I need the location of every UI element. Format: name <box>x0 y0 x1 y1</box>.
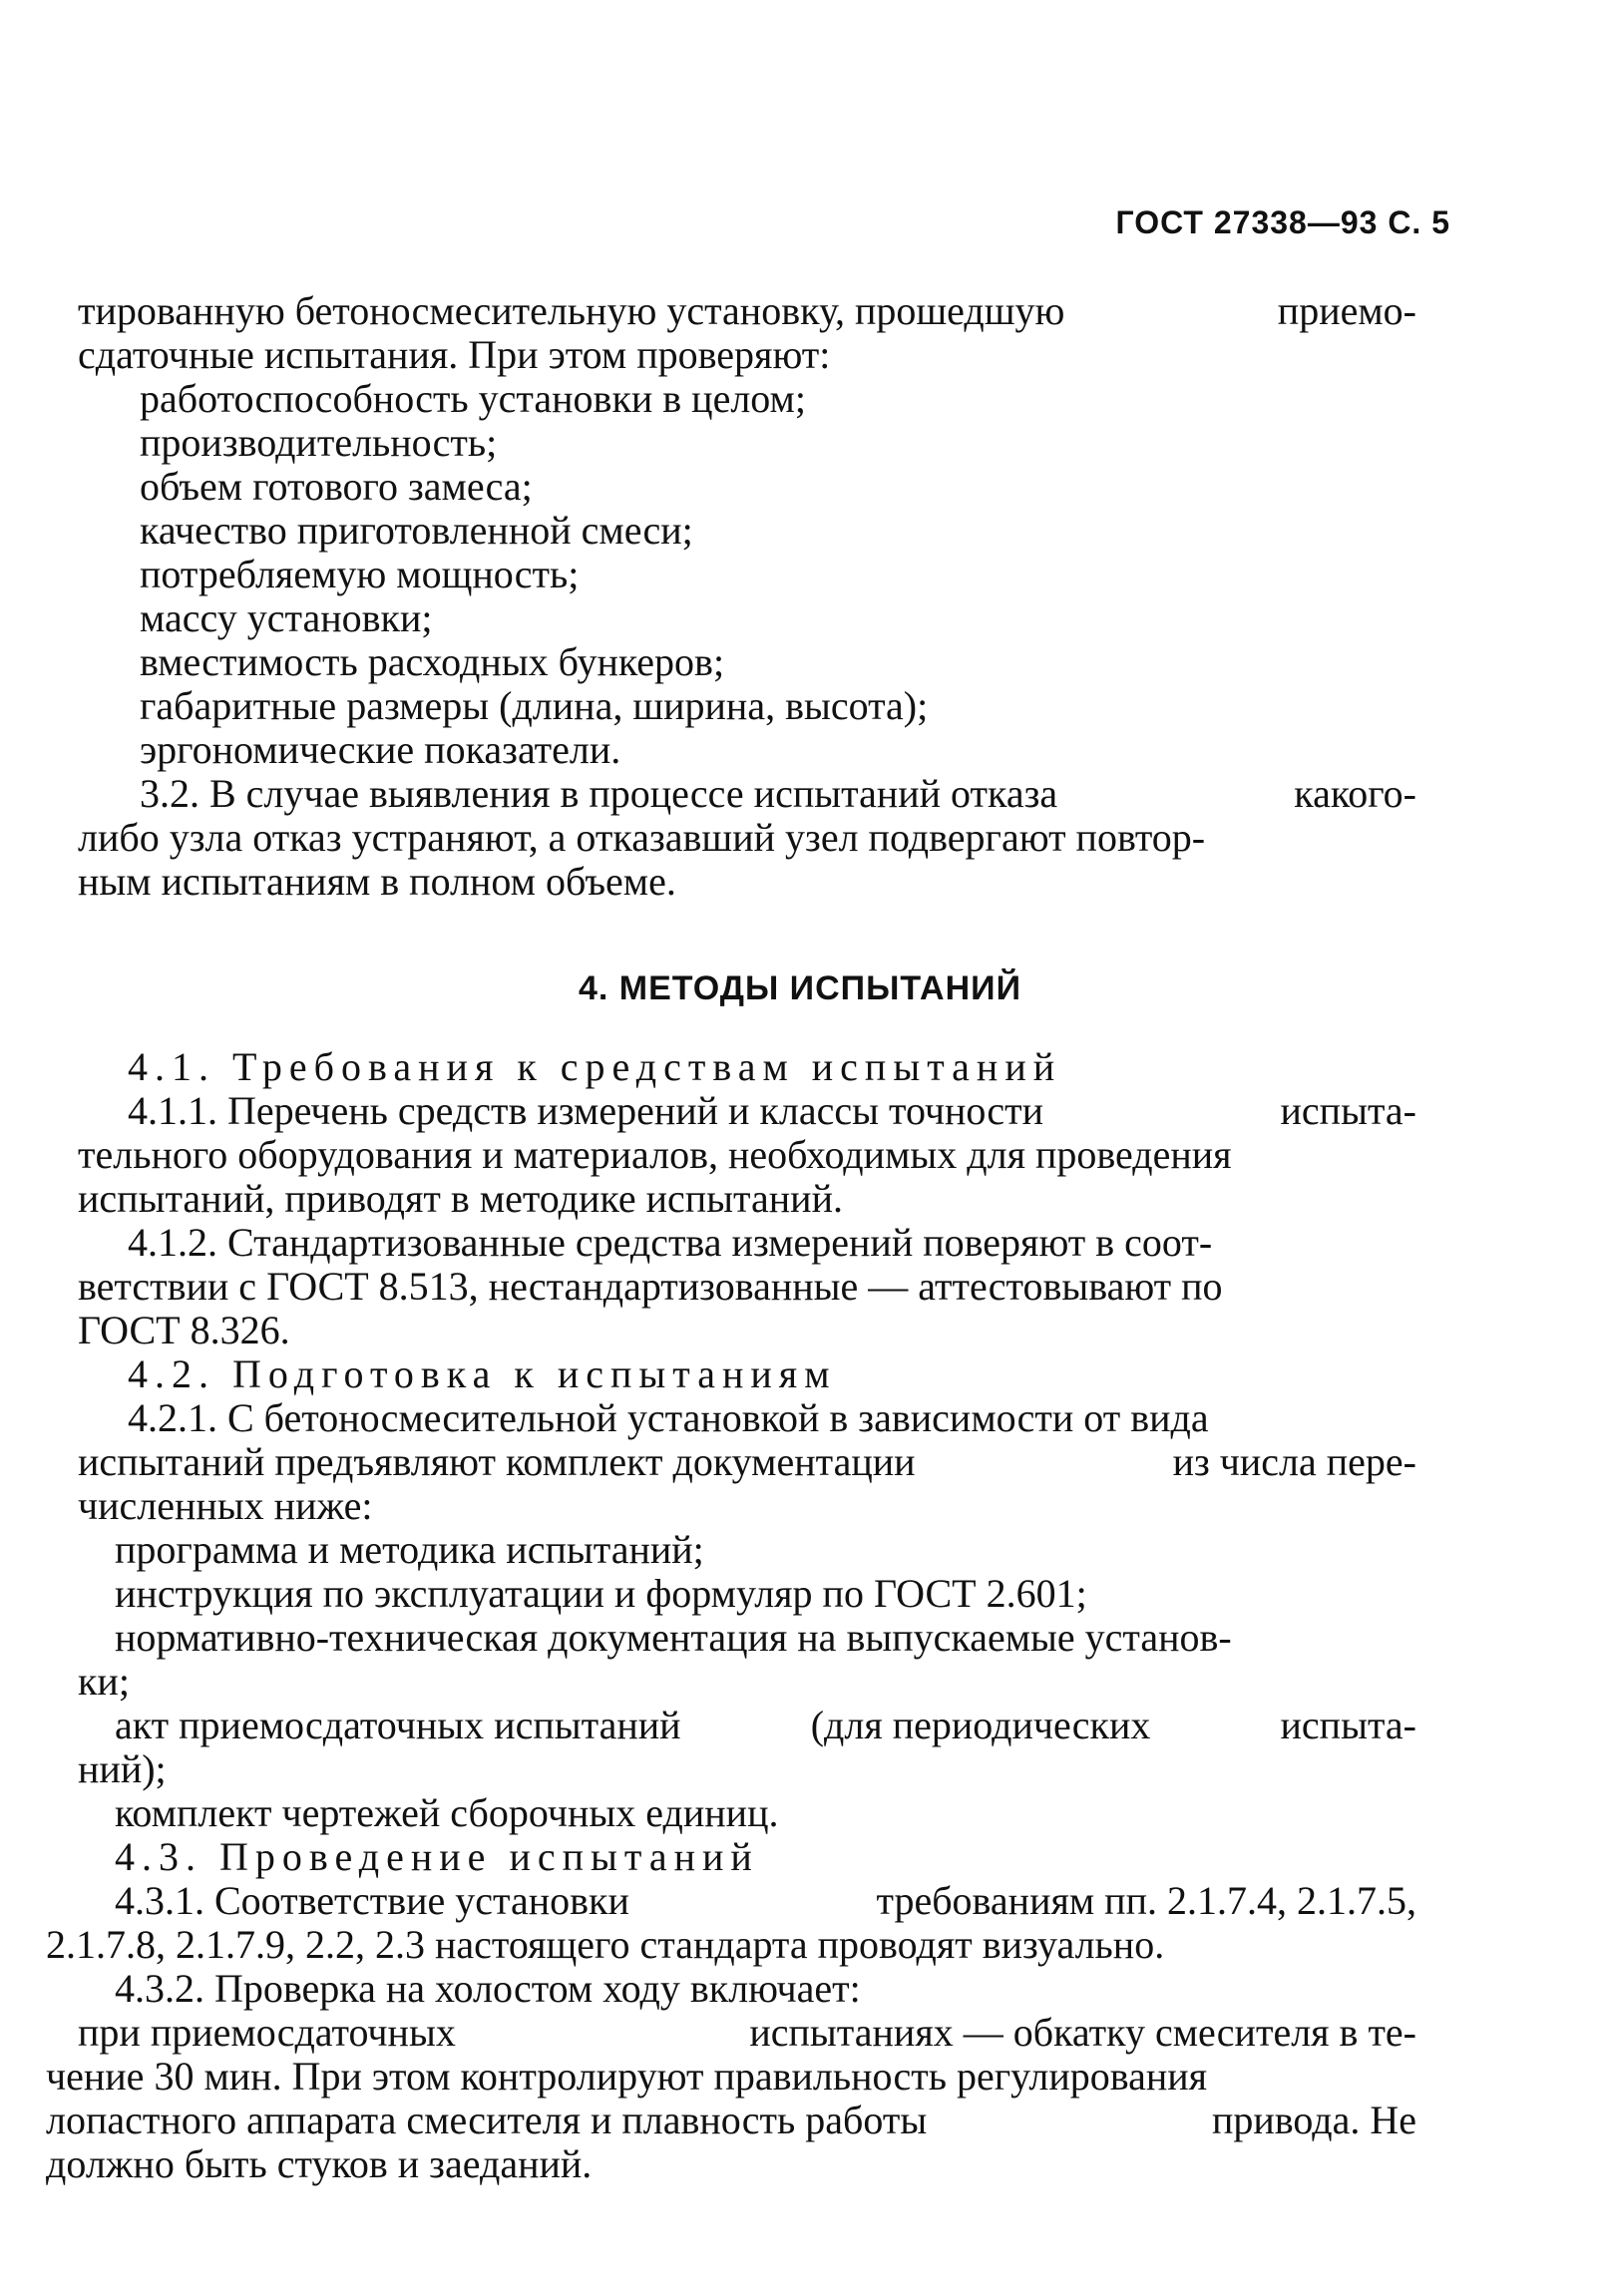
text-line: ветствии с ГОСТ 8.513, нестандартизованные — аттестовывают по <box>78 1264 1223 1309</box>
text-line: испытаний, приводят в методике испытаний. <box>78 1176 843 1221</box>
text-fragment: (для периодических <box>810 1703 1151 1747</box>
text-line: ным испытаниям в полном объеме. <box>78 859 676 904</box>
page-header: ГОСТ 27338—93 С. 5 <box>1115 204 1450 240</box>
list-item: потребляемую мощность; <box>140 552 580 596</box>
text-line <box>78 1440 1416 1484</box>
text-line: ГОСТ 8.326. <box>78 1308 290 1352</box>
text-line: 4.2.1. С бетоносмесительной установкой в зависимости от вида <box>128 1395 1209 1440</box>
list-item: производительность; <box>140 420 498 465</box>
text-line: чение 30 мин. При этом контролируют правильность регулирования <box>46 2054 1208 2099</box>
list-item: качество приготовленной смеси; <box>140 508 693 553</box>
text-fragment: испыта- <box>1280 1088 1416 1133</box>
text-fragment: приемо- <box>1277 288 1416 333</box>
text-fragment: 4.1.1. Перечень средств измерений и классы точности <box>128 1088 1044 1133</box>
list-item: массу установки; <box>140 595 433 640</box>
text-line <box>128 1089 1416 1133</box>
text-line <box>140 772 1416 816</box>
text-fragment: испытаниях — обкатку смесителя в те- <box>749 2010 1416 2055</box>
text-line: 4.3.2. Проверка на холостом ходу включает: <box>115 1966 861 2011</box>
list-item <box>115 1704 1416 1747</box>
list-item: работоспособность установки в целом; <box>140 376 806 421</box>
text-line: должно быть стуков и заеданий. <box>46 2141 593 2186</box>
text-fragment: испыта- <box>1280 1703 1416 1747</box>
text-line: либо узла отказ устраняют, а отказавший узел подвергают повтор- <box>78 815 1206 860</box>
list-item: нормативно-техническая документация на выпускаемые установ- <box>115 1615 1232 1660</box>
subsection-title: 4.1. Требования к средствам испытаний <box>128 1044 1062 1089</box>
list-item: габаритные размеры (длина, ширина, высота); <box>140 683 929 728</box>
text-fragment: требованиям пп. 2.1.7.4, 2.1.7.5, <box>876 1878 1416 1923</box>
section-title: 4. МЕТОДЫ ИСПЫТАНИЙ <box>579 969 1021 1007</box>
text-fragment: 3.2. В случае выявления в процессе испытаний отказа <box>140 771 1058 816</box>
text-fragment: привода. Не <box>1211 2098 1416 2142</box>
text-line: сдаточные испытания. При этом проверяют: <box>78 332 831 377</box>
text-line: ки; <box>78 1659 130 1704</box>
list-item: инструкция по эксплуатации и формуляр по ГОСТ 2.601; <box>115 1571 1087 1616</box>
list-item: объем готового замеса; <box>140 464 533 509</box>
list-item: комплект чертежей сборочных единиц. <box>115 1790 779 1835</box>
subsection-title: 4.3. Проведение испытаний <box>115 1834 759 1879</box>
text-line: 4.1.2. Стандартизованные средства измерений поверяют в соот- <box>128 1220 1213 1265</box>
text-fragment: из числа пере- <box>1172 1439 1416 1484</box>
subsection-title: 4.2. Подготовка к испытаниям <box>128 1351 837 1396</box>
text-fragment: акт приемосдаточных испытаний <box>115 1703 681 1747</box>
text-fragment: тированную бетоносмесительную установку, прошедшую <box>78 288 1065 333</box>
text-fragment: лопастного аппарата смесителя и плавность работы <box>46 2098 928 2142</box>
text-line <box>46 2099 1416 2142</box>
text-line <box>78 289 1416 333</box>
text-line: тельного оборудования и материалов, необходимых для проведения <box>78 1132 1232 1177</box>
text-line: 2.1.7.8, 2.1.7.9, 2.2, 2.3 настоящего стандарта проводят визуально. <box>46 1922 1165 1967</box>
list-item: вместимость расходных бункеров; <box>140 639 725 684</box>
text-line <box>115 1879 1416 1923</box>
list-item: программа и методика испытаний; <box>115 1527 704 1572</box>
text-fragment: испытаний предъявляют комплект документации <box>78 1439 916 1484</box>
text-fragment: какого- <box>1294 771 1416 816</box>
text-fragment: при приемосдаточных <box>78 2010 456 2055</box>
text-line <box>78 2011 1416 2055</box>
text-fragment: 4.3.1. Соответствие установки <box>115 1878 629 1923</box>
text-line: численных ниже: <box>78 1483 373 1528</box>
text-line: ний); <box>78 1746 167 1791</box>
list-item: эргономические показатели. <box>140 727 621 772</box>
